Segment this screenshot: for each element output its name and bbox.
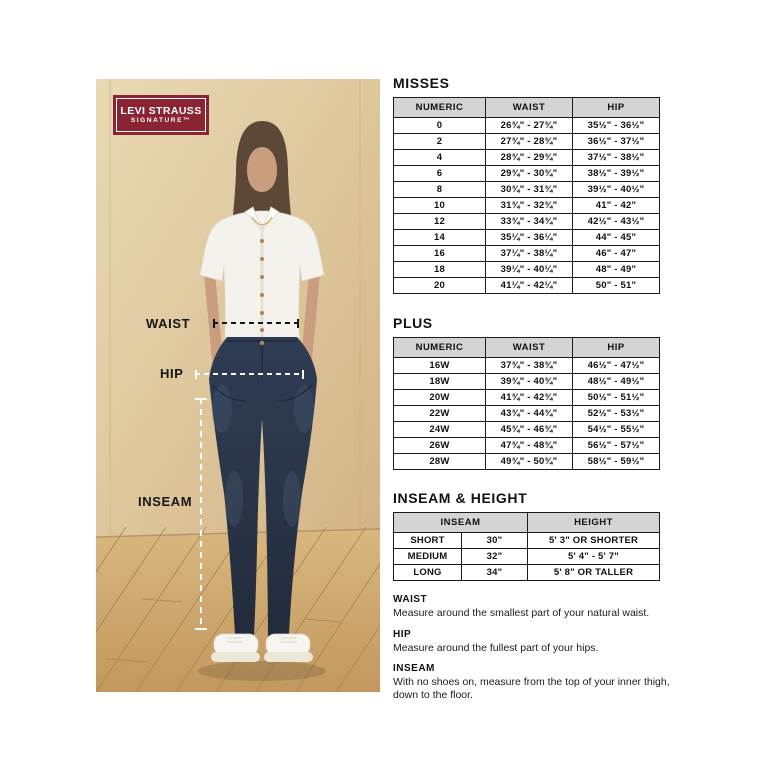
table-cell: 34" (462, 565, 528, 581)
table-cell: 58½" - 59½" (573, 454, 660, 470)
table-cell: 45¾" - 46¾" (486, 422, 573, 438)
jeans-button (260, 341, 264, 345)
table-cell: 54½" - 55½" (573, 422, 660, 438)
table-cell: 20W (394, 390, 486, 406)
table-cell: 35¼" - 36¼" (486, 230, 573, 246)
table-row (394, 390, 660, 406)
brand-logo (113, 95, 209, 135)
column-header: NUMERIC (394, 338, 486, 358)
table-row (394, 150, 660, 166)
column-header: WAIST (486, 338, 573, 358)
table-cell: 30" (462, 533, 528, 549)
table-cell: 50½" - 51½" (573, 390, 660, 406)
table-cell: 27¾" - 28¾" (486, 134, 573, 150)
table-header-row (394, 98, 660, 118)
table-cell: 47¾" - 48¾" (486, 438, 573, 454)
table-cell: 39¼" - 40¼" (486, 262, 573, 278)
table-row (394, 438, 660, 454)
table-cell: 6 (394, 166, 486, 182)
table-cell: 39½" - 40½" (573, 182, 660, 198)
column-header: HEIGHT (528, 513, 660, 533)
column-header: WAIST (486, 98, 573, 118)
table-cell: 48" - 49" (573, 262, 660, 278)
column-header: NUMERIC (394, 98, 486, 118)
table-cell: 52½" - 53½" (573, 406, 660, 422)
instruction-text: With no shoes on, measure from the top of your inner thigh, down to the floor. (393, 676, 670, 701)
line-cap (213, 319, 215, 328)
table-cell: 24W (394, 422, 486, 438)
table-row (394, 134, 660, 150)
table-cell: 31¾" - 32¾" (486, 198, 573, 214)
table-cell: 35½" - 36½" (573, 118, 660, 134)
table-cell: 37¼" - 38¼" (486, 246, 573, 262)
table-row (394, 246, 660, 262)
model-shadow (198, 661, 326, 681)
line-cap (302, 370, 304, 379)
table-cell: 20 (394, 278, 486, 294)
waist-measure-line (213, 322, 299, 324)
table-cell: 22W (394, 406, 486, 422)
table-cell: 56½" - 57½" (573, 438, 660, 454)
line-cap (195, 398, 207, 400)
table-cell: 44" - 45" (573, 230, 660, 246)
model-illustration (96, 79, 380, 692)
column-header: INSEAM (394, 513, 528, 533)
hip-measure-line (195, 373, 304, 375)
line-cap (195, 370, 197, 379)
table-row (394, 533, 660, 549)
line-cap (195, 628, 207, 630)
table-cell: 28¾" - 29¾" (486, 150, 573, 166)
instruction-hip (393, 629, 689, 655)
table-cell: 41" - 42" (573, 198, 660, 214)
table-cell: 39¾" - 40¾" (486, 374, 573, 390)
column-header: HIP (573, 338, 660, 358)
table-cell: 30¾" - 31¾" (486, 182, 573, 198)
inseam-measure-line (200, 398, 202, 630)
table-cell: 28W (394, 454, 486, 470)
table-row (394, 358, 660, 374)
table-row (394, 454, 660, 470)
brand-subname: SIGNATURE™ (130, 117, 192, 124)
instruction-heading: WAIST (393, 594, 428, 605)
misses-table (393, 97, 660, 294)
column-header: HIP (573, 98, 660, 118)
hip-label: HIP (160, 366, 184, 381)
table-row (394, 262, 660, 278)
table-row (394, 422, 660, 438)
table-cell: 46" - 47" (573, 246, 660, 262)
table-cell: 37¾" - 38¾" (486, 358, 573, 374)
table-cell: 46½" - 47½" (573, 358, 660, 374)
table-cell: 18W (394, 374, 486, 390)
table-row (394, 118, 660, 134)
inseam-section-title: INSEAM & HEIGHT (393, 490, 528, 506)
table-cell: 43¾" - 44¾" (486, 406, 573, 422)
table-cell: 41¼" - 42¼" (486, 278, 573, 294)
table-header-row (394, 513, 660, 533)
table-row (394, 182, 660, 198)
misses-section-title: MISSES (393, 75, 450, 91)
table-row (394, 565, 660, 581)
table-row (394, 230, 660, 246)
table-cell: 16W (394, 358, 486, 374)
line-cap (297, 319, 299, 328)
table-cell: 10 (394, 198, 486, 214)
table-row (394, 166, 660, 182)
table-cell: 42½" - 43½" (573, 214, 660, 230)
table-cell: 12 (394, 214, 486, 230)
table-cell: 4 (394, 150, 486, 166)
instruction-text: Measure around the fullest part of your hips. (393, 641, 599, 654)
table-row (394, 198, 660, 214)
table-cell: 8 (394, 182, 486, 198)
brand-name: LEVI STRAUSS (120, 105, 202, 117)
inseam-height-table (393, 512, 660, 581)
table-header-row (394, 338, 660, 358)
instruction-heading: INSEAM (393, 663, 435, 674)
table-row (394, 214, 660, 230)
table-cell: 5' 8" OR TALLER (528, 565, 660, 581)
table-row (394, 374, 660, 390)
table-cell: LONG (394, 565, 462, 581)
model-photo (96, 79, 380, 692)
instruction-text: Measure around the smallest part of your natural waist. (393, 607, 650, 619)
instruction-heading: HIP (393, 628, 412, 640)
table-cell: 2 (394, 134, 486, 150)
table-cell: 36½" - 37½" (573, 134, 660, 150)
instruction-waist (393, 594, 689, 620)
table-cell: 5' 4" - 5' 7" (528, 549, 660, 565)
table-cell: 32" (462, 549, 528, 565)
table-cell: 38½" - 39½" (573, 166, 660, 182)
table-cell: SHORT (394, 533, 462, 549)
measuring-instructions (393, 594, 689, 710)
plus-table (393, 337, 660, 470)
table-cell: 18 (394, 262, 486, 278)
waist-label: WAIST (146, 316, 191, 331)
table-cell: 37½" - 38½" (573, 150, 660, 166)
table-cell: 49¾" - 50¾" (486, 454, 573, 470)
instruction-inseam (393, 663, 689, 701)
table-cell: 5' 3" OR SHORTER (528, 533, 660, 549)
table-cell: 26¾" - 27¾" (486, 118, 573, 134)
table-cell: 26W (394, 438, 486, 454)
inseam-label: INSEAM (138, 494, 193, 509)
table-cell: 16 (394, 246, 486, 262)
table-cell: MEDIUM (394, 549, 462, 565)
table-row (394, 406, 660, 422)
brand-logo-frame (116, 98, 206, 132)
plus-section-title: PLUS (393, 315, 433, 331)
table-cell: 0 (394, 118, 486, 134)
table-cell: 29¾" - 30¾" (486, 166, 573, 182)
table-cell: 14 (394, 230, 486, 246)
table-cell: 50" - 51" (573, 278, 660, 294)
table-row (394, 278, 660, 294)
table-cell: 41¾" - 42¾" (486, 390, 573, 406)
table-cell: 48½" - 49½" (573, 374, 660, 390)
table-cell: 33¾" - 34¾" (486, 214, 573, 230)
table-row (394, 549, 660, 565)
